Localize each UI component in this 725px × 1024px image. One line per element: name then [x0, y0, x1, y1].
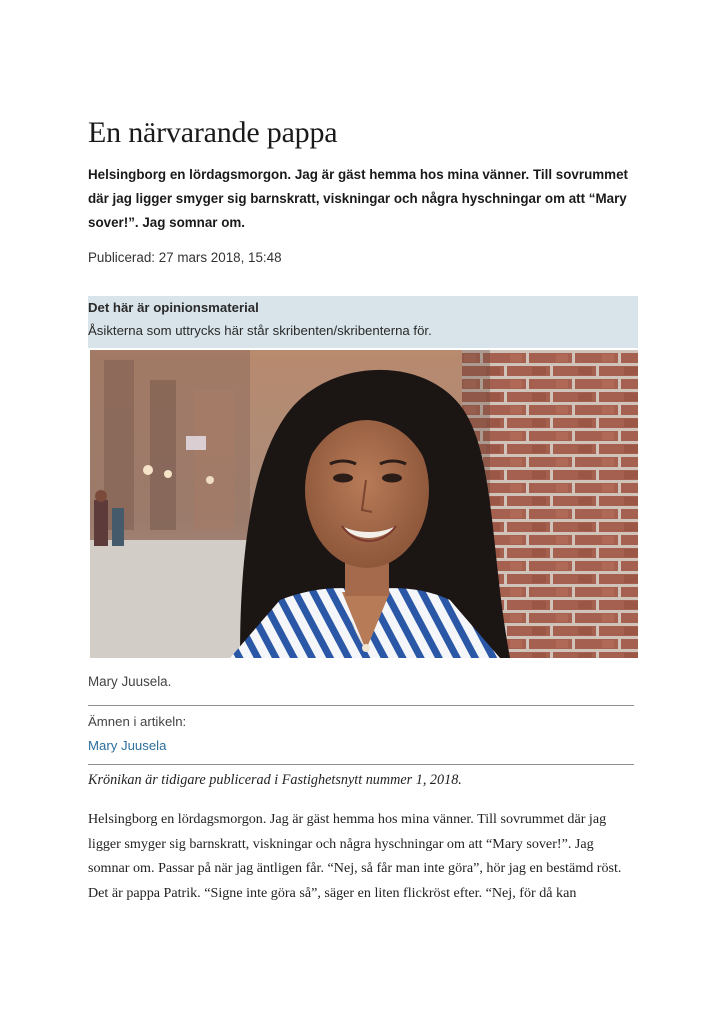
article-title: En närvarande pappa — [88, 116, 338, 149]
opinion-notice-heading: Det här är opinionsmaterial — [88, 300, 259, 315]
topics-label: Ämnen i artikeln: — [88, 714, 187, 729]
topic-link[interactable]: Mary Juusela — [88, 738, 167, 753]
opinion-notice-text: Åsikterna som uttrycks här står skribenten/skribenterna för. — [88, 323, 432, 338]
publish-date: Publicerad: 27 mars 2018, 15:48 — [88, 250, 282, 265]
article-body: Helsingborg en lördagsmorgon. Jag är gäst hemma hos mina vänner. Till sovrummet där jag ligger smyger sig barnskratt, viskningar och några hyschningar om att “Mary sover!”. Jag somnar om. Passar på när jag äntligen får. “Nej, så får man inte göra”, hör jag en bestämd röst. Det är pappa Patrik. “Signe inte göra så”, säger en liten flickröst efter. “Nej, för då kan — [88, 811, 622, 901]
author-photo — [90, 350, 638, 658]
photo-caption: Mary Juusela. — [88, 674, 172, 689]
article-lead: Helsingborg en lördagsmorgon. Jag är gäst hemma hos mina vänner. Till sovrummet där jag ligger smyger sig barnskratt, viskningar och några hyschningar om att “Mary sover!”. Jag somnar om. — [88, 167, 628, 230]
divider — [88, 705, 634, 706]
divider — [88, 764, 634, 765]
publication-note: Krönikan är tidigare publicerad i Fastighetsnytt nummer 1, 2018. — [88, 772, 462, 788]
opinion-notice — [88, 296, 638, 348]
